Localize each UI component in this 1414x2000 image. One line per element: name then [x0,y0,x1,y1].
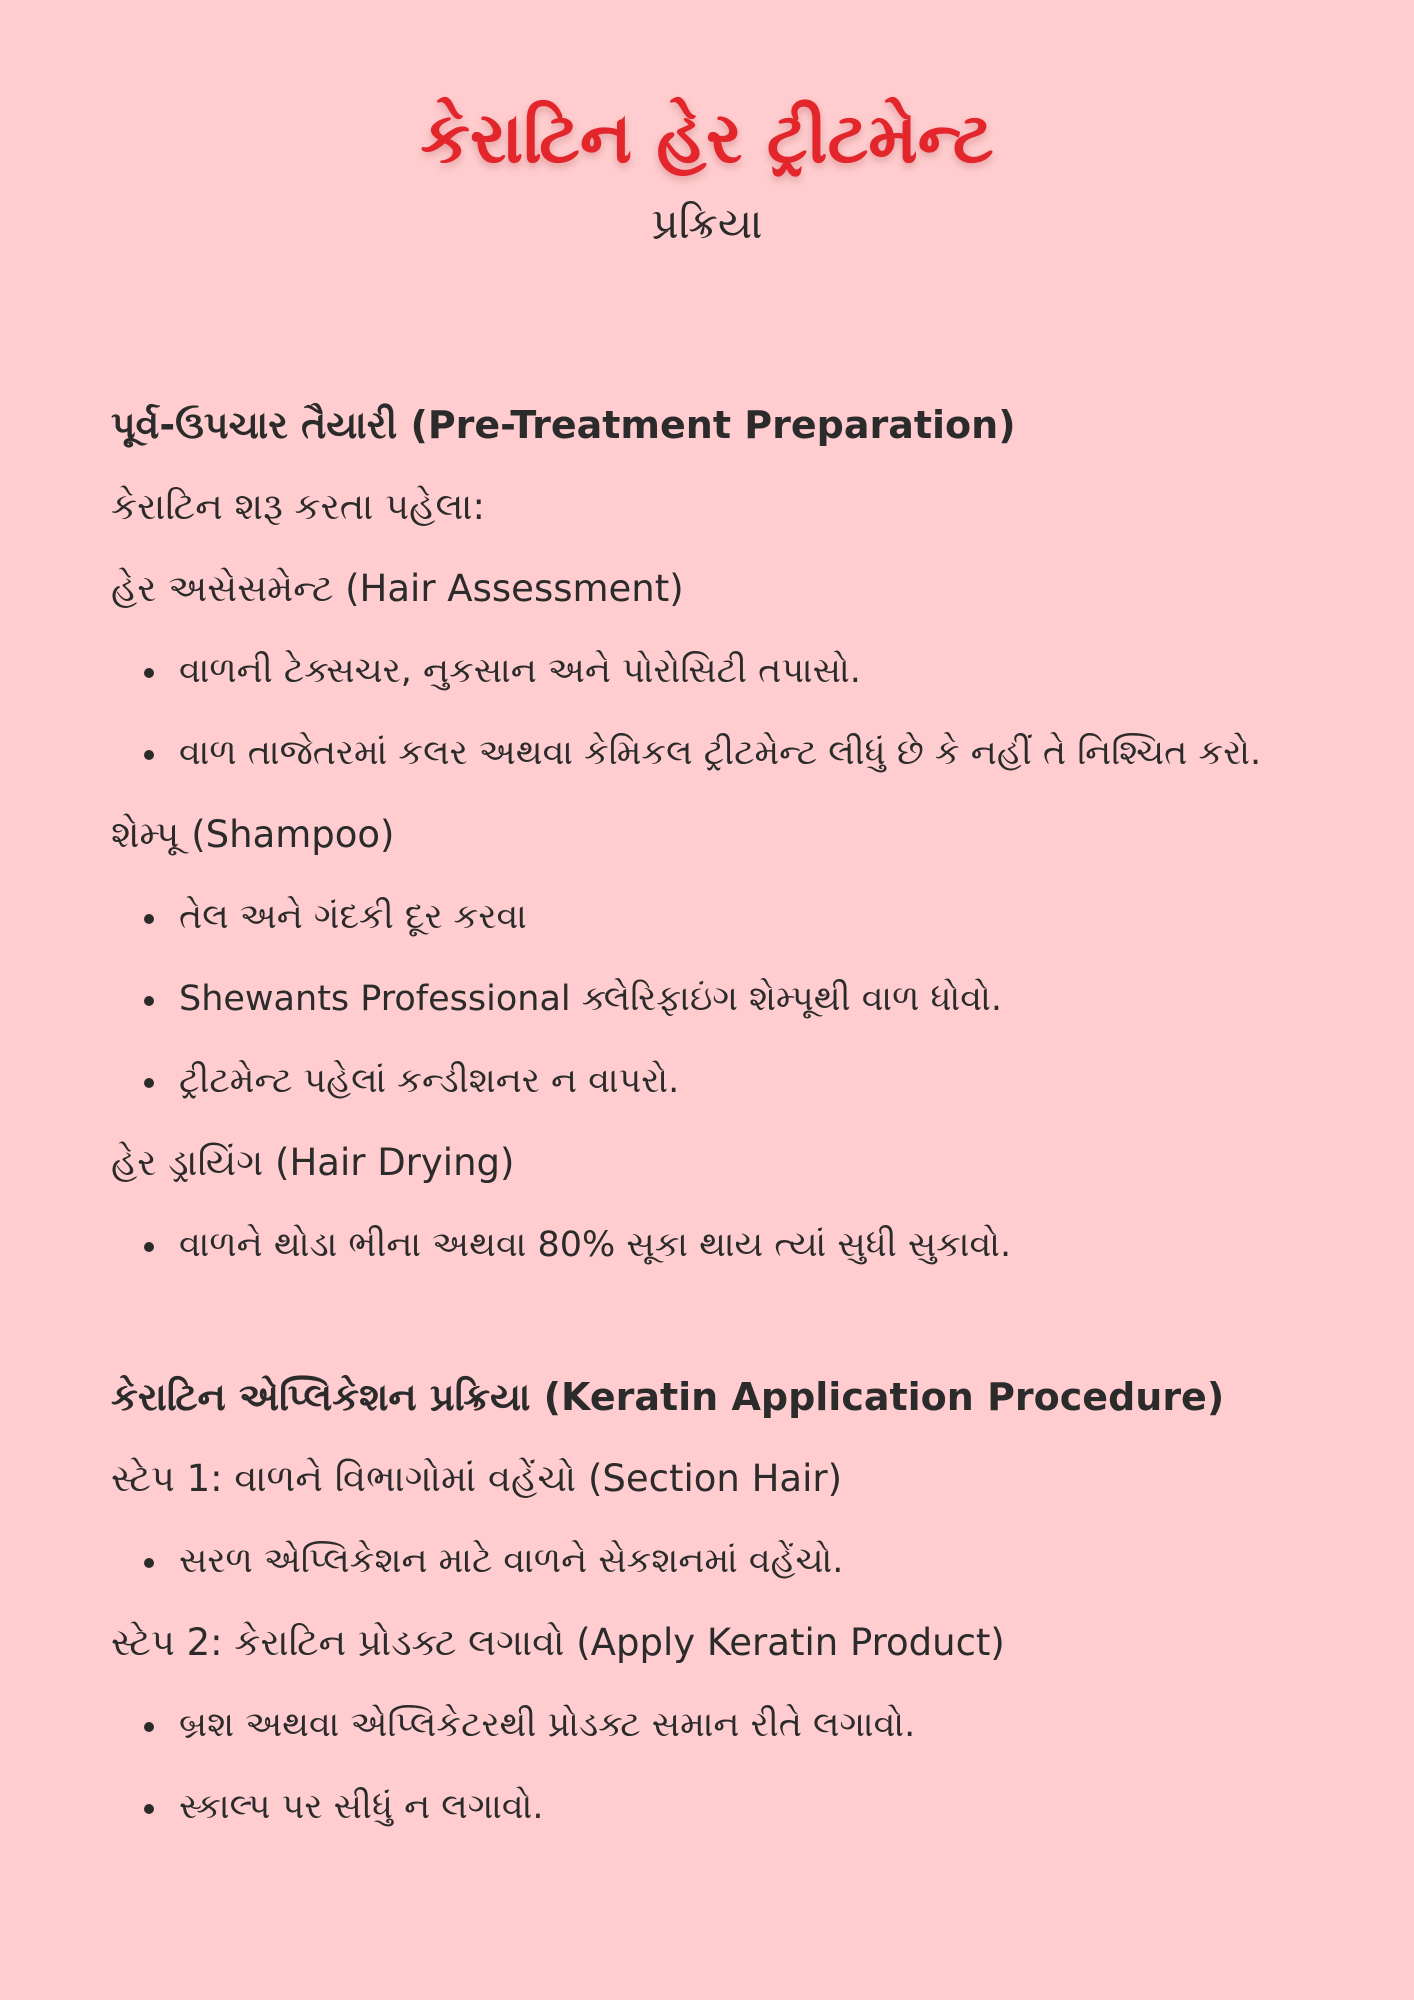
step-1-label: સ્ટેપ 1: વાળને વિભાગોમાં વહેંચો (Section Hair) [111,1457,843,1500]
list-item: Shewants Professional ક્લેરિફાઇંગ શેમ્પૂથી વાળ ધોવો. [111,958,1334,1040]
hair-drying-list [111,1204,1334,1286]
list-item: બ્રશ અથવા એપ્લિકેટરથી પ્રોડક્ટ સમાન રીતે લગાવો. [111,1684,1334,1766]
shampoo-label: શેમ્પૂ (Shampoo) [111,813,395,856]
pre-treatment-heading: પૂર્વ-ઉપચાર તૈયારી (Pre-Treatment Preparation) [111,403,1016,447]
step-1-list [111,1520,1334,1602]
list-item: વાળ તાજેતરમાં કલર અથવા કેમિકલ ટ્રીટમેન્ટ લીધું છે કે નહીં તે નિશ્ચિત કરો. [111,712,1334,794]
list-item: ટ્રીટમેન્ટ પહેલાં કન્ડીશનર ન વાપરો. [111,1040,1334,1122]
document-title: કેરાટિન હેર ટ્રીટમેન્ટ [420,97,994,179]
pre-treatment-intro: કેરાટિન શરૂ કરતા પહેલા: [111,485,485,528]
pre-treatment-section [111,384,1334,1286]
step-2-label: સ્ટેપ 2: કેરાટિન પ્રોડક્ટ લગાવો (Apply Keratin Product) [111,1621,1005,1664]
hair-assessment-list [111,630,1334,794]
step-2-list [111,1684,1334,1848]
list-item: વાળની ટેક્સચર, નુકસાન અને પોરોસિટી તપાસો. [111,630,1334,712]
keratin-application-heading: કેરાટિન એપ્લિકેશન પ્રક્રિયા (Keratin Application Procedure) [111,1375,1225,1419]
hair-assessment-label: હેર અસેસમેન્ટ (Hair Assessment) [111,567,684,610]
document-subtitle: પ્રક્રિયા [651,199,763,248]
list-item: સરળ એપ્લિકેશન માટે વાળને સેકશનમાં વહેંચો. [111,1520,1334,1602]
shampoo-list [111,876,1334,1122]
list-item: તેલ અને ગંદકી દૂર કરવા [111,876,1334,958]
list-item: સ્કાલ્પ પર સીધું ન લગાવો. [111,1766,1334,1848]
list-item: વાળને થોડા ભીના અથવા 80% સૂકા થાય ત્યાં સુધી સુકાવો. [111,1204,1334,1286]
hair-drying-label: હેર ડ્રાયિંગ (Hair Drying) [111,1141,515,1184]
keratin-application-section [111,1356,1334,1848]
